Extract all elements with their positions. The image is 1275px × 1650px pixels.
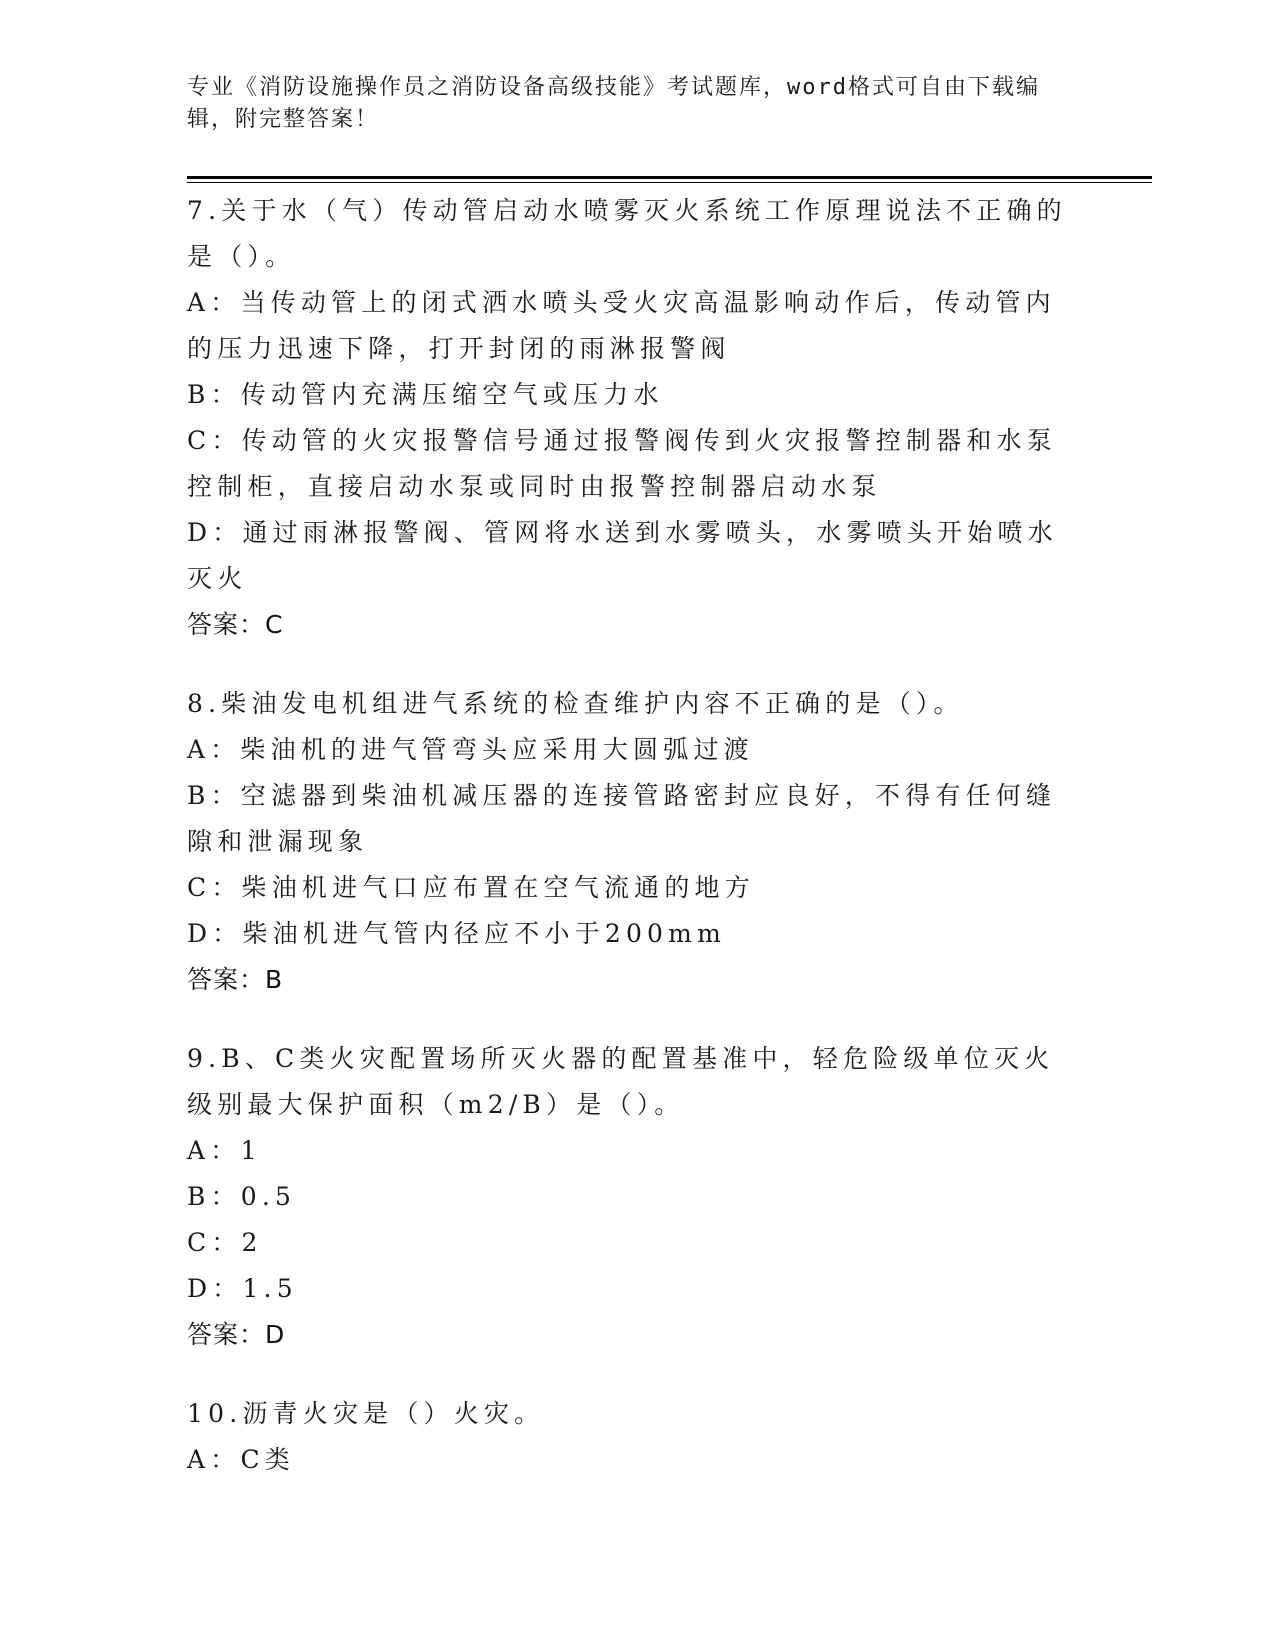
question-list bbox=[187, 188, 1077, 1516]
option-a: A：1 bbox=[187, 1136, 262, 1165]
question-10 bbox=[187, 1391, 1077, 1483]
answer: 答案：B bbox=[187, 965, 284, 994]
header-rule-thick bbox=[187, 176, 1152, 179]
answer: 答案：D bbox=[187, 1320, 286, 1349]
option-b: B：传动管内充满压缩空气或压力水 bbox=[187, 380, 664, 409]
option-a: A：C类 bbox=[187, 1445, 295, 1474]
option-d: D：通过雨淋报警阀、管网将水送到水雾喷头，水雾喷头开始喷水灭火 bbox=[187, 518, 1058, 593]
document-header bbox=[187, 72, 1067, 136]
header-rule-thin bbox=[187, 182, 1152, 183]
question-7 bbox=[187, 188, 1077, 648]
answer: 答案：C bbox=[187, 610, 284, 639]
option-b: B：0.5 bbox=[187, 1182, 297, 1211]
option-c: C：柴油机进气口应布置在空气流通的地方 bbox=[187, 873, 755, 902]
option-c: C：传动管的火灾报警信号通过报警阀传到火灾报警控制器和水泵控制柜，直接启动水泵或同时由报警控制器启动水泵 bbox=[187, 426, 1057, 501]
question-stem: 9.B、C类火灾配置场所灭火器的配置基准中，轻危险级单位灭火级别最大保护面积（m2/B）是（）。 bbox=[187, 1044, 1055, 1119]
option-d: D：柴油机进气管内径应不小于200mm bbox=[187, 919, 726, 948]
question-9 bbox=[187, 1036, 1077, 1358]
question-8 bbox=[187, 681, 1077, 1003]
question-stem: 8.柴油发电机组进气系统的检查维护内容不正确的是（）。 bbox=[187, 689, 964, 718]
option-a: A：当传动管上的闭式洒水喷头受火灾高温影响动作后，传动管内的压力迅速下降，打开封闭的雨淋报警阀 bbox=[187, 288, 1056, 363]
option-a: A：柴油机的进气管弯头应采用大圆弧过渡 bbox=[187, 735, 754, 764]
option-d: D：1.5 bbox=[187, 1274, 298, 1303]
question-stem: 7.关于水（气）传动管启动水喷雾灭火系统工作原理说法不正确的是（）。 bbox=[187, 196, 1067, 271]
question-stem: 10.沥青火灾是（）火灾。 bbox=[187, 1399, 545, 1428]
header-text: 专业《消防设施操作员之消防设备高级技能》考试题库，word格式可自由下载编辑，附完整答案！ bbox=[187, 75, 1040, 132]
option-c: C：2 bbox=[187, 1228, 263, 1257]
option-b: B：空滤器到柴油机减压器的连接管路密封应良好，不得有任何缝隙和泄漏现象 bbox=[187, 781, 1057, 856]
